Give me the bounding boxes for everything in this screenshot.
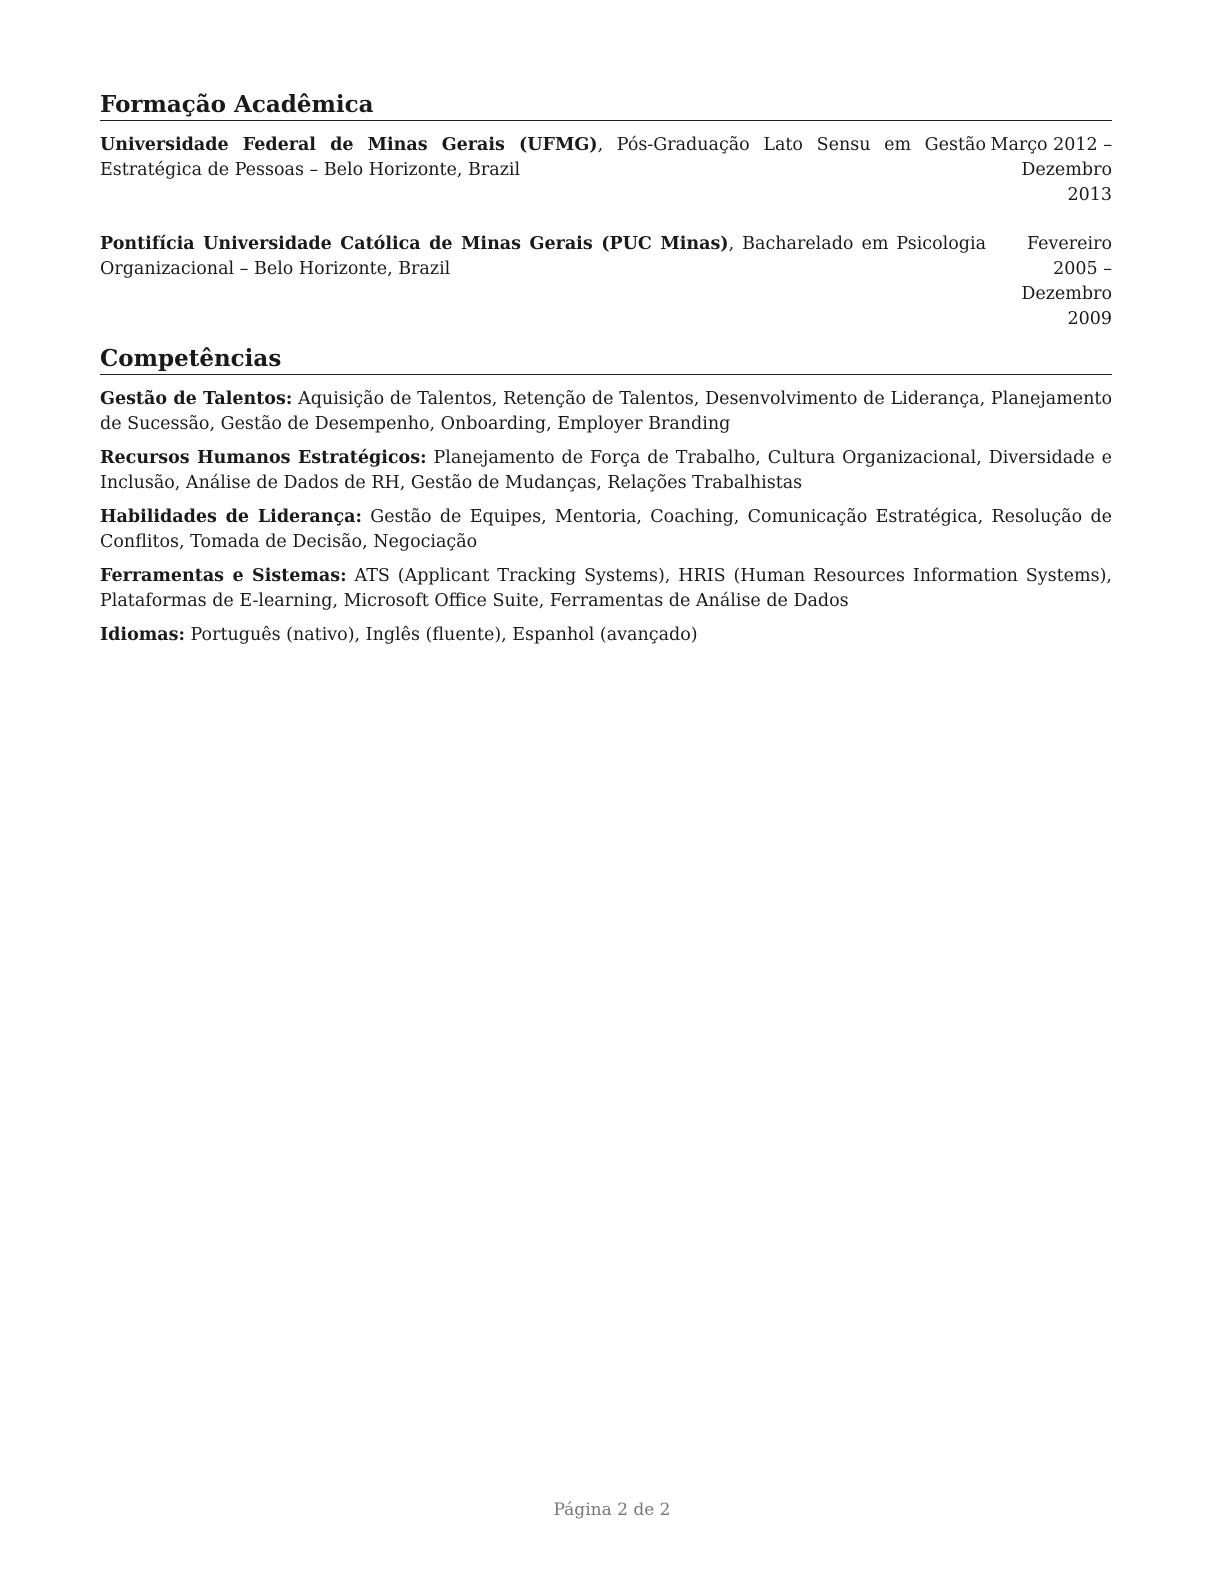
skill-text: ATS (Applicant Tracking Systems), HRIS (Human Resources Information Systems), Plataformas de E-learning, Microsoft Office Suite, Ferramentas de Análise de Dados: [100, 566, 1112, 611]
education-entry-main: [100, 133, 986, 183]
skill-label: Idiomas:: [100, 625, 185, 645]
skill-label: Gestão de Talentos:: [100, 389, 293, 409]
skill-text: Planejamento de Força de Trabalho, Cultura Organizacional, Diversidade e Inclusão, Análise de Dados de RH, Gestão de Mudanças, Relações Trabalhistas: [100, 448, 1112, 493]
education-entry-puc: [100, 232, 1112, 332]
page-number-footer: Página 2 de 2: [553, 1500, 671, 1520]
skill-languages: [100, 623, 1112, 648]
skill-label: Recursos Humanos Estratégicos:: [100, 448, 427, 468]
skill-tools-systems: [100, 564, 1112, 614]
education-details: , Pós-Graduação Lato Sensu em Gestão Estratégica de Pessoas – Belo Horizonte, Brazil: [100, 135, 986, 180]
education-entry-main: [100, 232, 986, 282]
education-heading: Formação Acadêmica: [100, 90, 1112, 121]
skill-text: Gestão de Equipes, Mentoria, Coaching, Comunicação Estratégica, Resolução de Conflitos, Tomada de Decisão, Negociação: [100, 507, 1113, 552]
resume-page: [100, 90, 1112, 657]
education-dates: Março 2012 – Dezembro 2013: [990, 135, 1112, 205]
institution-name: Universidade Federal de Minas Gerais (UFMG): [100, 135, 598, 155]
education-dates: Fevereiro 2005 – Dezembro 2009: [1021, 234, 1112, 329]
skill-label: Ferramentas e Sistemas:: [100, 566, 347, 586]
education-entry-ufmg: [100, 133, 1112, 208]
skill-text: Aquisição de Talentos, Retenção de Talentos, Desenvolvimento de Liderança, Planejamento de Sucessão, Gestão de Desempenho, Onboarding, Employer Branding: [100, 389, 1112, 434]
skill-strategic-hr: [100, 446, 1112, 496]
institution-name: Pontifícia Universidade Católica de Minas Gerais (PUC Minas): [100, 234, 729, 254]
skill-text: Português (nativo), Inglês (fluente), Espanhol (avançado): [184, 625, 698, 645]
skill-label: Habilidades de Liderança:: [100, 507, 362, 527]
skill-leadership: [100, 505, 1112, 555]
skills-heading: Competências: [100, 344, 1112, 375]
education-details: , Bacharelado em Psicologia Organizacional – Belo Horizonte, Brazil: [100, 234, 987, 279]
skill-talent-management: [100, 387, 1112, 437]
